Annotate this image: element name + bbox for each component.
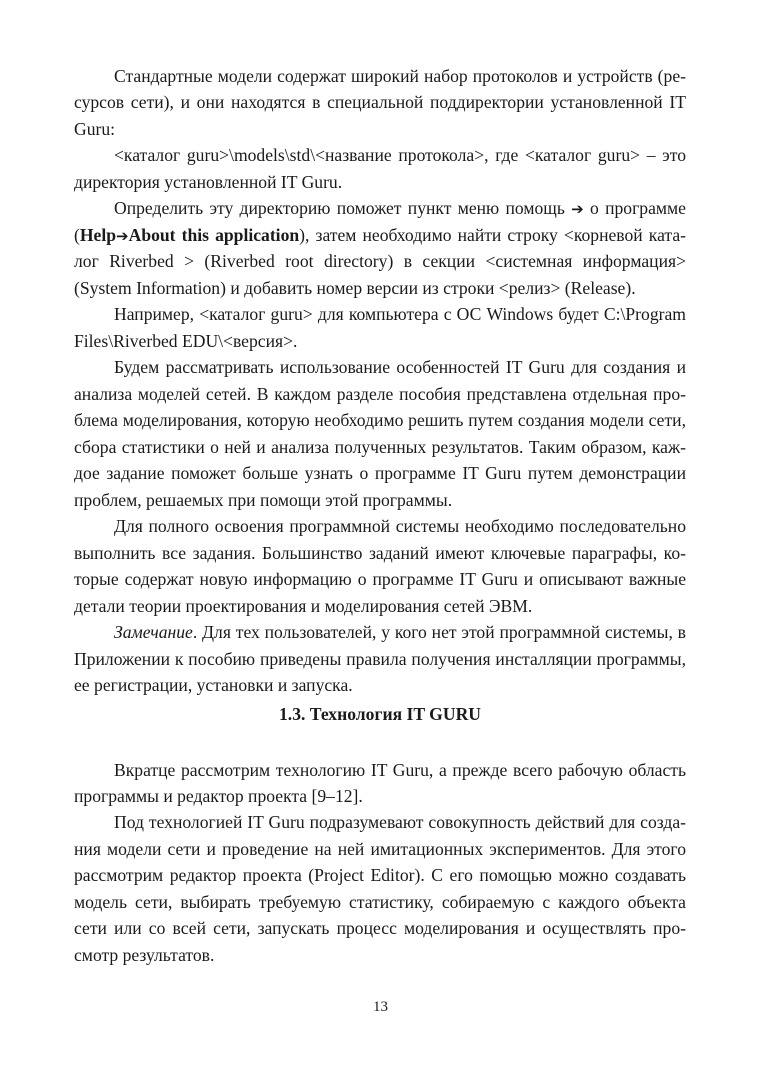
text-line: анализа моделей сетей. В каждом разделе пособия представлена отдельная про- [74,384,686,404]
text-line: директория установленной IT Guru. [74,172,343,192]
text-line: Вкратце рассмотрим технологию IT Guru, а прежде всего рабочую область [114,760,686,780]
text-line: выполнить все задания. Большинство заданий имеют ключевые параграфы, ко- [74,543,686,563]
text-line: Files\Riverbed EDU\<версия>. [74,331,298,351]
text-line: дое задание поможет больше узнать о программе IT Guru путем демонстрации [74,463,686,483]
text-line: сурсов сети), и они находятся в специальной поддиректории установленной IT [74,92,686,112]
text-line: сети или со всей сети, запускать процесс моделирования и осуществлять про- [74,918,686,938]
text-span: о программе [590,198,686,218]
text-line: Будем рассматривать использование особенностей IT Guru для создания и [114,357,686,377]
note-label: Замечание [114,622,193,642]
text-line: Например, <каталог guru> для компьютера с ОС Windows будет C:\Program [114,304,686,324]
text-line: ния модели сети и проведение на ней имитационных экспериментов. Для этого [74,839,686,859]
text-line: сбора статистики о ней и анализа полученных результатов. Таким образом, каж- [74,437,686,457]
text-line: Guru: [74,119,116,139]
text-line: ее регистрации, установки и запуска. [74,675,353,695]
text-line: лог Riverbed > (Riverbed root directory) в секции <системная информация> [74,251,686,271]
text-line: блема моделирования, которую необходимо решить путем создания модели сети, [74,410,686,430]
section-heading: 1.3. Технология IT GURU [279,704,481,724]
text-line: смотр результатов. [74,945,215,965]
text-span: . Для тех пользователей, у кого нет этой программной системы, в [192,622,686,642]
text-line: Стандартные модели содержат широкий набор протоколов и устройств (ре- [114,66,686,86]
text-line: проблем, решаемых при помощи этой программы. [74,490,453,510]
text-line: программы и редактор проекта [9–12]. [74,786,363,806]
arrow-right-icon: ➔ [571,200,584,218]
text-line: детали теории проектирования и моделирования сетей ЭВМ. [74,596,533,616]
arrow-right-icon: ➔ [116,227,129,245]
text-line: рассмотрим редактор проекта (Project Editor). С его помощью можно создавать [74,865,686,885]
text-line [114,198,686,220]
menu-path-about: About this application [128,225,300,245]
text-line: Приложении к пособию приведены правила получения инсталляции программы, [74,649,686,669]
text-span: ( [74,225,80,245]
text-line: Под технологией IT Guru подразумевают совокупность действий для созда- [114,812,686,832]
text-line [74,225,686,247]
text-line: модель сети, выбирать требуемую статистику, собираемую с каждого объекта [74,892,686,912]
text-line: торые содержат новую информацию о программе IT Guru и описывают важные [74,569,686,589]
text-line [114,622,686,644]
text-line: Для полного освоения программной системы необходимо последовательно [114,516,686,536]
text-line: (System Information) и добавить номер версии из строки <релиз> (Release). [74,278,636,298]
text-span: Определить эту директорию поможет пункт меню помощь [114,198,565,218]
text-span: ), затем необходимо найти строку <корневой ката- [299,225,686,245]
menu-path-help: Help [79,225,117,245]
text-line: <каталог guru>\models\std\<название протокола>, где <каталог guru> – это [114,145,686,165]
page-number: 13 [373,999,388,1015]
